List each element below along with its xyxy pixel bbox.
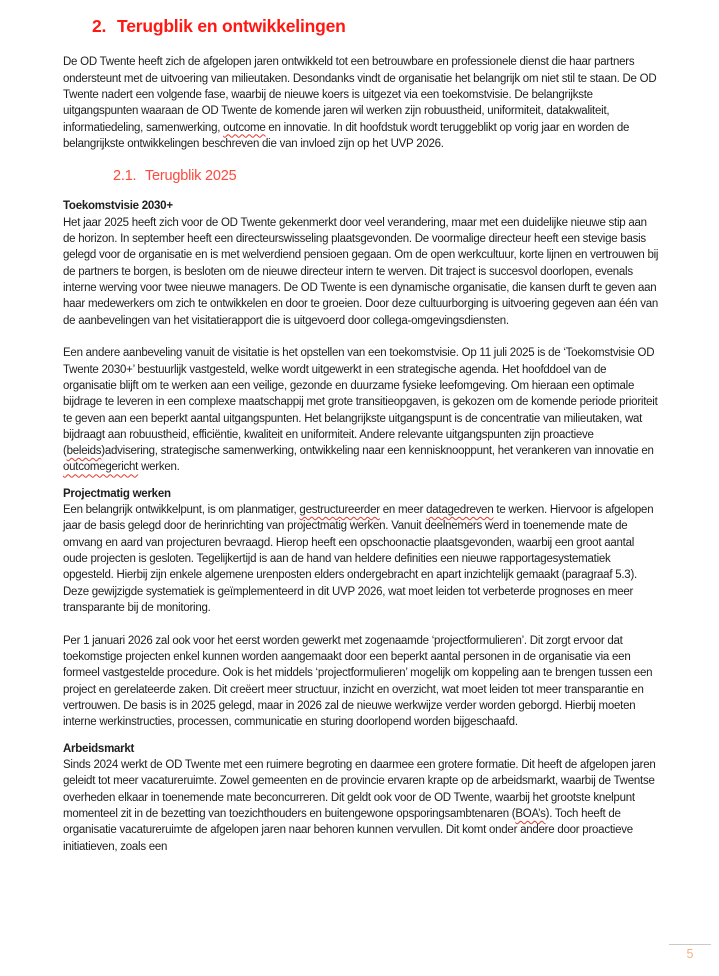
paragraph-intro [63, 54, 660, 152]
text-run: Een andere aanbeveling vanuit de visitatie is het opstellen van een toekomstvisie. Op 11 juli 2025 is de ‘Toekomstvisie OD Twente 2030+’ bestuurlijk vastgesteld, welke wordt uitgewerkt in een strategische agenda. Het hoofddoel van de organisatie blijft om te werken aan een veilige, gezonde en duurzame fysieke leefomgeving. Om hieraan een optimale bijdrage te leveren in een complexe maatschappij met grote transitieopgaven, is gekozen om de komende periode prioriteit te geven aan een beperkt aantal uitgangspunten. Het belangrijkste uitgangspunt is de concentratie van milieutaken, wat bijdraagt aan robuustheid, efficiëntie, kwaliteit en uniformiteit. Andere relevante uitgangspunten zijn proactieve ( [63, 347, 658, 458]
paragraph-arbeidsmarkt [63, 741, 660, 855]
page-number: 5 [686, 947, 694, 961]
document-page [63, 14, 660, 855]
page-footer [669, 944, 711, 961]
text-run: en innovatie. In dit hoofdstuk wordt teruggeblikt op vorig jaar en worden de belangrijkste ontwikkelingen beschreven die van invloed zijn op het UVP 2026. [63, 121, 630, 150]
subsection-heading [63, 167, 660, 186]
chapter-title: Terugblik en ontwikkelingen [117, 16, 346, 36]
subheading-arbeidsmarkt: Arbeidsmarkt [63, 742, 135, 755]
paragraph-projectmatig [63, 486, 660, 617]
misspelled-word: outcomegericht [63, 461, 139, 474]
text-run: en meer [379, 504, 427, 517]
text-run: werken. [138, 461, 180, 474]
misspelled-word: datagedreven [426, 504, 494, 517]
text-run: te werken. Hiervoor is afgelopen jaar de basis gelegd door de herinrichting van projectmatig werken. Vanuit deelnemers werd in toenemende mate de omvang en aard van projecturen bevraagd. Hierop heeft een opschoonactie plaatsgevonden, waarbij een groot aantal oude projecten is gesloten. Tegelijkertijd is aan de hand van heldere definities een nieuwe rapportagesystematiek opgesteld. Hierbij zijn enkele algemene urenposten elders ondergebracht en apart inzichtelijk gemaakt (paragraaf 5.3). Deze gewijzigde systematiek is geïmplementeerd in dit UVP 2026, wat moet leiden tot verbeterde prognoses en meer transparante bij de monitoring. [63, 504, 654, 615]
misspelled-word: gestructureerder [299, 504, 380, 517]
paragraph-projectformulieren [63, 633, 660, 731]
subheading-toekomstvisie: Toekomstvisie 2030+ [63, 200, 173, 213]
misspelled-word: beleids [66, 445, 102, 458]
chapter-number: 2. [92, 16, 107, 36]
chapter-heading [63, 14, 660, 38]
text-run: De OD Twente heeft zich de afgelopen jaren ontwikkeld tot een betrouwbare en professionele dienst die haar partners ondersteunt met de uitvoering van milieutaken. Desondanks vindt de organisatie het belangrijk om niet stil te staan. De OD Twente nadert een volgende fase, waarbij de nieuwe koers is uitgezet via een toekomstvisie. De belangrijkste uitgangspunten waaraan de OD Twente de komende jaren wil werken zijn robuustheid, uniformiteit, datakwaliteit, informatiedeling, samenwerking, [63, 56, 657, 134]
text-run: )advisering, strategische samenwerking, ontwikkeling naar een kennisknooppunt, het verankeren van innovatie en [101, 445, 654, 458]
misspelled-word: BOA’s [515, 808, 546, 821]
text-run: Per 1 januari 2026 zal ook voor het eerst worden gewerkt met zogenaamde ‘projectformulieren’. Dit zorgt ervoor dat toekomstige projecten enkel kunnen worden aangemaakt door een beperkt aantal personen in de organisatie via een formeel vastgestelde procedure. Ook is het middels ‘projectformulieren’ mogelijk om koppeling aan te brengen tussen een project en gerelateerde zaken. Dit creëert meer structuur, inzicht en overzicht, wat moet leiden tot meer transparantie en vertrouwen. De basis is in 2025 gelegd, maar in 2026 zal de nieuwe werkwijze verder worden geborgd. Hierbij moeten interne werkinstructies, processen, communicatie en sturing doorlopend worden bijgeschaafd. [63, 634, 653, 729]
paragraph-toekomstvisie [63, 198, 660, 329]
subheading-projectmatig: Projectmatig werken [63, 487, 171, 500]
paragraph-visitatie [63, 345, 660, 476]
text-run: Het jaar 2025 heeft zich voor de OD Twente gekenmerkt door veel verandering, maar met een duidelijke nieuwe stip aan de horizon. In september heeft een directeurswisseling plaatsgevonden. De voormalige directeur heeft een stevige basis gelegd voor de organisatie en is met welverdiend pensioen gegaan. Om de open werkcultuur, korte lijnen en vertrouwen bij de partners te borgen, is besloten om de nieuwe directeur intern te werven. Dit traject is succesvol doorlopen, evenals interne werving voor twee nieuwe managers. De OD Twente is een dynamische organisatie, die kansen durft te geven aan haar medewerkers om zich te ontwikkelen en door te groeien. Door deze cultuurborging is uitvoering gegeven aan één van de aanbevelingen van het visitatierapport die is uitgevoerd door collega-omgevingsdiensten. [63, 216, 659, 327]
subsection-number: 2.1. [113, 168, 137, 185]
subsection-title: Terugblik 2025 [145, 168, 237, 185]
text-run: Een belangrijk ontwikkelpunt, is om planmatiger, [63, 504, 300, 517]
misspelled-word: outcome [223, 121, 266, 134]
text-run: Sinds 2024 werkt de OD Twente met een ruimere begroting en daarmee een grotere formatie. Dit heeft de afgelopen jaren geleidt tot meer vacatureruimte. Zowel gemeenten en de provincie ervaren krapte op de arbeidsmarkt, waarbij de Twentse overheden elkaar in toenemende mate beconcurreren. Dit geldt ook voor de OD Twente, waarbij het grootste knelpunt momenteel zit in de bezetting van toezichthouders en buitengewone opsporingsambtenaren ( [63, 759, 656, 821]
text-run: ). Toch heeft de organisatie vacatureruimte de afgelopen jaren naar behoren kunnen vervullen. Dit komt onder andere door proactieve initiatieven, zoals een [63, 808, 633, 853]
